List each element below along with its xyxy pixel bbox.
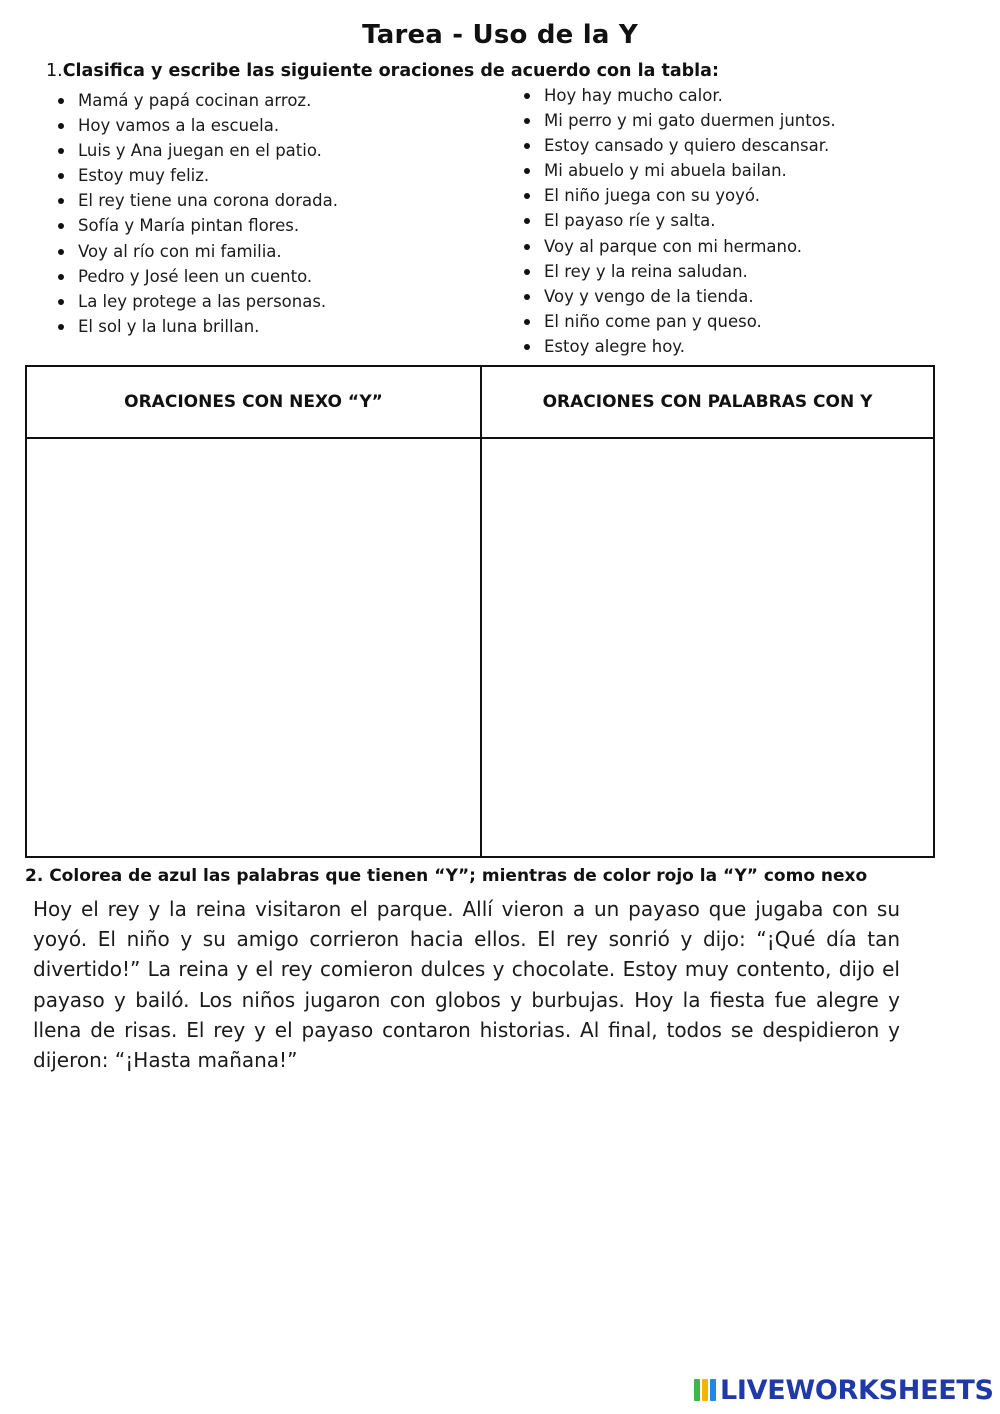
list-item: Mi perro y mi gato duermen juntos.: [522, 108, 836, 133]
list-item: Voy al río con mi familia.: [56, 239, 338, 264]
page-title: Tarea - Uso de la Y: [362, 20, 638, 50]
list-item: Estoy muy feliz.: [56, 163, 338, 188]
reading-paragraph: Hoy el rey y la reina visitaron el parque. Allí vieron a un payaso que jugaba con su yoyó. El niño y su amigo corrieron hacia ellos. El rey sonrió y dijo: “¡Qué día tan divertido!” La reina y el rey comieron dulces y chocolate. Estoy muy contento, dijo el payaso y bailó. Los niños jugaron con globos y burbujas. Hoy la fiesta fue alegre y llena de risas. El rey y el payaso contaron historias. Al final, todos se despidieron y dijeron: “¡Hasta mañana!”: [33, 897, 900, 1073]
liveworksheets-logo: [694, 1372, 994, 1408]
logo-text: LIVEWORKSHEETS: [720, 1374, 994, 1406]
table-header-palabras-con-y: ORACIONES CON PALABRAS CON Y: [542, 392, 873, 412]
list-item: El niño come pan y queso.: [522, 309, 836, 334]
list-item: Hoy hay mucho calor.: [522, 83, 836, 108]
list-item: Pedro y José leen un cuento.: [56, 264, 338, 289]
table-header-nexo-y: ORACIONES CON NEXO “Y”: [124, 392, 383, 412]
list-item: La ley protege a las personas.: [56, 289, 338, 314]
list-item: El rey y la reina saludan.: [522, 259, 836, 284]
list-item: Mi abuelo y mi abuela bailan.: [522, 158, 836, 183]
question-2: 2. Colorea de azul las palabras que tienen “Y”; mientras de color rojo la “Y” como nexo: [25, 866, 868, 886]
list-item: Sofía y María pintan flores.: [56, 213, 338, 238]
question-1-text: Clasifica y escribe las siguiente oraciones de acuerdo con la tabla:: [62, 61, 719, 81]
classification-table: [25, 365, 935, 858]
list-item: El rey tiene una corona dorada.: [56, 188, 338, 213]
list-item: El niño juega con su yoyó.: [522, 183, 836, 208]
list-item: Voy y vengo de la tienda.: [522, 284, 836, 309]
sentence-list-right: [522, 83, 836, 359]
question-1: [46, 61, 719, 81]
question-1-number: 1.: [46, 61, 63, 81]
list-item: Estoy cansado y quiero descansar.: [522, 133, 836, 158]
liveworksheets-logo-icon: [694, 1379, 716, 1401]
list-item: Estoy alegre hoy.: [522, 334, 836, 359]
answer-cell-nexo-y[interactable]: [27, 439, 480, 856]
list-item: Voy al parque con mi hermano.: [522, 234, 836, 259]
list-item: Luis y Ana juegan en el patio.: [56, 138, 338, 163]
answer-cell-palabras-con-y[interactable]: [482, 439, 933, 856]
list-item: Hoy vamos a la escuela.: [56, 113, 338, 138]
list-item: Mamá y papá cocinan arroz.: [56, 88, 338, 113]
list-item: El sol y la luna brillan.: [56, 314, 338, 339]
list-item: El payaso ríe y salta.: [522, 208, 836, 233]
sentence-list-left: [56, 88, 338, 339]
